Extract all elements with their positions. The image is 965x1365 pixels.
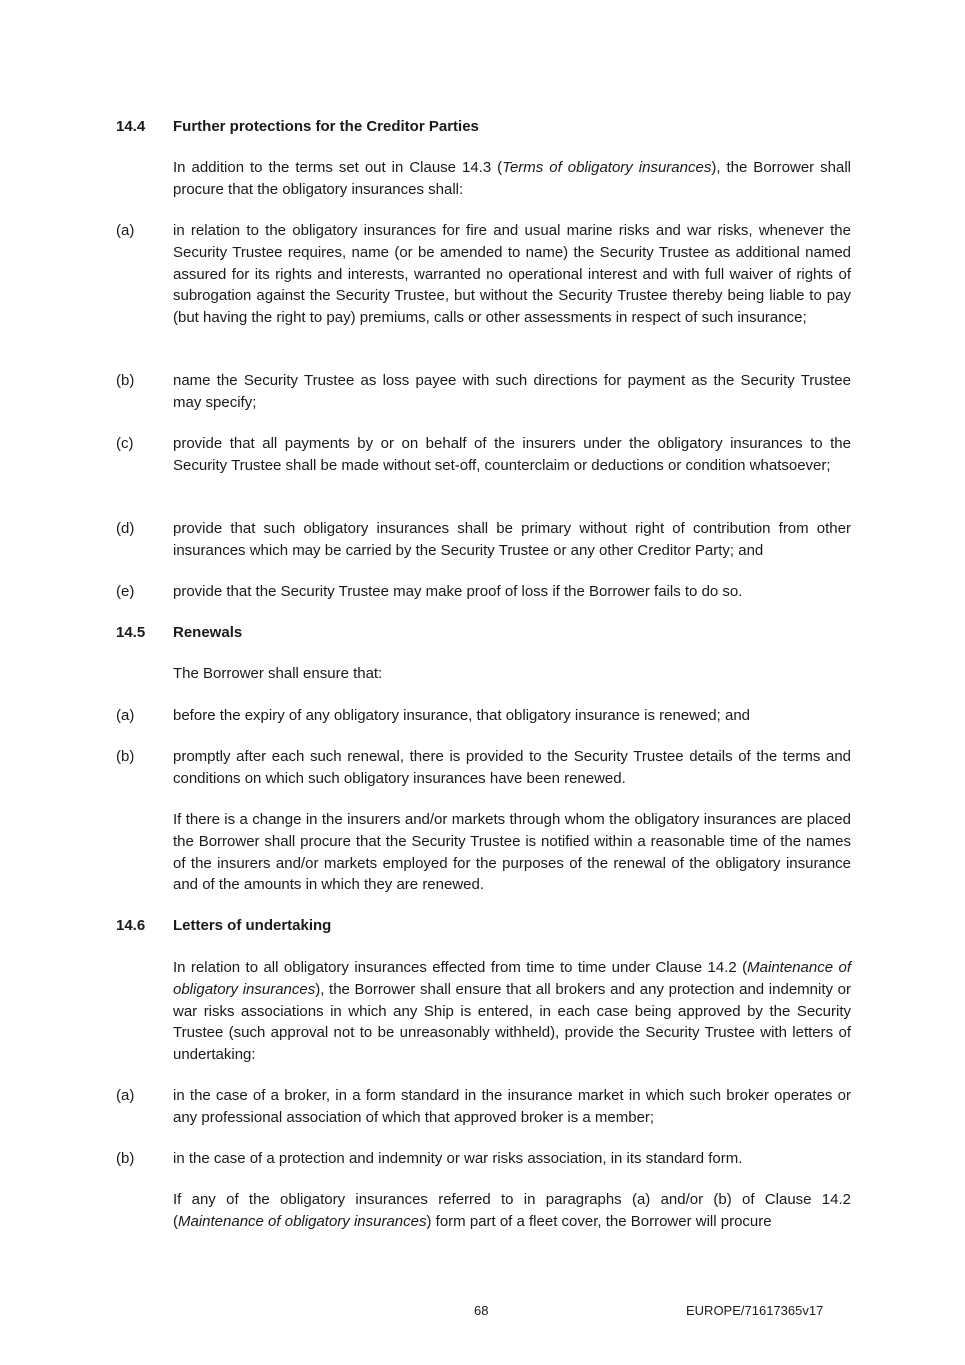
item-label: (b) xyxy=(116,1150,135,1167)
intro-text: ), the Borrower shall ensure that all brokers and any protection and indemnity or war risks associations in which any Ship is entered, in each case being approved by the Security Trustee (such approval not to be unreasonably withheld), provide the Security Trustee with letters of undertaking: xyxy=(173,980,851,1064)
document-reference: EUROPE/71617365v17 xyxy=(686,1303,824,1318)
list-item xyxy=(116,746,851,790)
item-text: provide that all payments by or on behalf of the insurers under the obligatory insurances to the Security Trustee shall be made without set-off, counterclaim or deductions or condition whatsoever; xyxy=(173,435,851,474)
item-text: provide that the Security Trustee may make proof of loss if the Borrower fails to do so. xyxy=(173,583,743,600)
item-label: (e) xyxy=(116,583,135,600)
section-14-4-heading xyxy=(116,116,479,138)
intro-text: ), the Borrower shall procure that the obligatory insurances shall: xyxy=(173,159,851,198)
item-text: provide that such obligatory insurances shall be primary without right of contribution from other insurances which may be carried by the Security Trustee or any other Creditor Party; and xyxy=(173,520,851,559)
section-14-6-heading xyxy=(116,915,331,937)
item-label: (d) xyxy=(116,520,135,537)
section-14-4-intro xyxy=(173,157,851,201)
section-title: Renewals xyxy=(173,624,243,641)
section-14-6-closing xyxy=(173,1189,851,1233)
section-14-6-intro xyxy=(173,957,851,1066)
section-14-5-closing: If there is a change in the insurers and/or markets through whom the obligatory insurances are placed the Borrower shall procure that the Security Trustee is notified within a reasonable time of the names of the insurers and/or markets employed for the purposes of the renewal of the obligatory insurance and of the amounts in which they are renewed. xyxy=(173,811,851,894)
list-item xyxy=(116,370,851,414)
item-label: (c) xyxy=(116,435,134,452)
list-item xyxy=(116,705,851,727)
section-14-5-intro: The Borrower shall ensure that: xyxy=(173,665,383,682)
section-number: 14.5 xyxy=(116,624,146,641)
clause-reference: Terms of obligatory insurances xyxy=(502,159,712,176)
list-item xyxy=(116,518,851,562)
closing-text: ) form part of a fleet cover, the Borrower will procure xyxy=(426,1212,772,1230)
list-item xyxy=(116,1085,851,1129)
closing-text: If any of the obligatory insurances referred to in paragraphs (a) and/or (b) of Clause 14.2 ( xyxy=(173,1191,851,1230)
item-label: (b) xyxy=(116,748,135,765)
item-text: in the case of a protection and indemnity or war risks association, in its standard form. xyxy=(173,1150,743,1167)
clause-reference: Maintenance of obligatory insurances xyxy=(178,1212,427,1230)
item-text: in relation to the obligatory insurances for fire and usual marine risks and war risks, whenever the Security Trustee requires, name (or be amended to name) the Security Trustee as additional named assured for its rights and interests, warranted no operational interest and with full waiver of rights of subrogation against the Security Trustee, but without the Security Trustee thereby being liable to pay (but having the right to pay) premiums, calls or other assessments in respect of such insurance; xyxy=(173,222,851,327)
list-item xyxy=(116,433,851,477)
section-title: Further protections for the Creditor Parties xyxy=(173,118,479,135)
section-14-5-heading xyxy=(116,622,242,644)
section-number: 14.4 xyxy=(116,118,146,135)
intro-text: In relation to all obligatory insurances effected from time to time under Clause 14.2 ( xyxy=(173,959,748,976)
item-text: promptly after each such renewal, there is provided to the Security Trustee details of the terms and conditions on which such obligatory insurances have been renewed. xyxy=(173,748,851,787)
section-number: 14.6 xyxy=(116,917,146,934)
page-number: 68 xyxy=(474,1303,489,1318)
list-item xyxy=(116,1148,851,1170)
item-label: (a) xyxy=(116,222,135,239)
list-item xyxy=(116,220,851,329)
item-text: in the case of a broker, in a form standard in the insurance market in which such broker operates or any professional association of which that approved broker is a member; xyxy=(173,1087,851,1126)
item-text: before the expiry of any obligatory insurance, that obligatory insurance is renewed; and xyxy=(173,707,751,724)
list-item xyxy=(116,581,851,603)
clause-reference: Maintenance of obligatory insurances xyxy=(173,959,851,998)
item-text: name the Security Trustee as loss payee with such directions for payment as the Security Trustee may specify; xyxy=(173,372,851,411)
section-title: Letters of undertaking xyxy=(173,917,332,934)
item-label: (a) xyxy=(116,1087,135,1104)
item-label: (b) xyxy=(116,372,135,389)
intro-text: In addition to the terms set out in Clause 14.3 ( xyxy=(173,159,503,176)
item-label: (a) xyxy=(116,707,135,724)
